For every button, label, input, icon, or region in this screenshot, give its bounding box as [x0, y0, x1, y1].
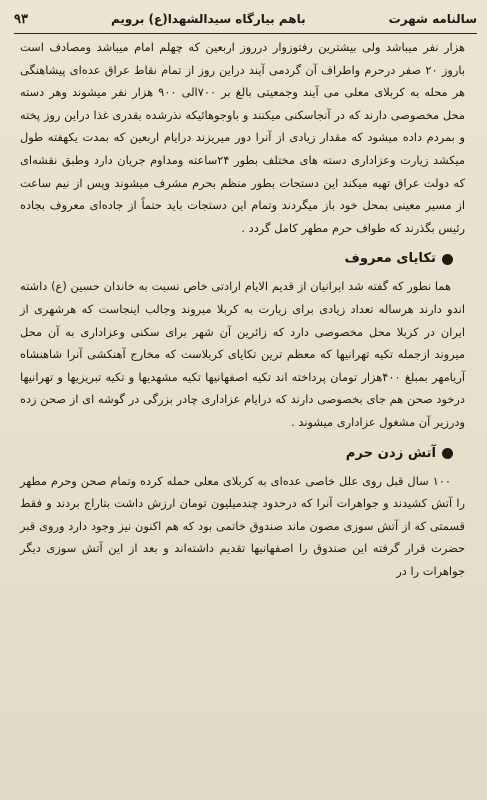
page-header: [14, 8, 477, 34]
section-heading-famous-takayas: [20, 245, 453, 273]
header-title: سالنامه شهرت: [388, 12, 477, 26]
section-heading-text: آتش زدن حرم: [345, 445, 436, 461]
paragraph-arbaeen: هزار نفر میباشد ولی بیشترین رفتوزوار درروز اربعین که چهلم امام میباشد ومصادف است باروز ۲۰ صفر درحرم واطراف آن گردمی آیند دراین روز از تمام نقاط عراق عده‌ای پیشاهنگی هر محله به کربلای معلی می آیند وجمعیتی بالغ بر ۷۰۰الی ۹۰۰ هزار نفر میشوند وهر دسته محل مخصوصی دارند که در آنجاسکنی میکنند و باوجوهائیکه نذرشده بقدری غذا دراین روز پخته و بمردم داده میشود که مقدار زیادی از آنرا دور میریزند درایام اربعین که بمدت یکهفته طول میکشد زیارت وعزاداری دسته های مختلف بطور ۲۴ساعته ومداوم جریان دارد وطبق نقشه‌ای که دولت عراق تهیه میکند این دستجات بطور منظم بحرم مشرف میشوند وپس از نیم ساعت از مسیر معینی بمحل خود باز میگردند وتمام این دستجات باید حتماً از جاده‌ای معروف بجاده رئیس بگذرند که طواف حرم مطهر کامل گردد .: [20, 40, 466, 235]
bullet-icon: [442, 254, 453, 265]
section-heading-shrine-fire: [20, 440, 453, 468]
paragraph-takayas: هما نطور که گفته شد ایرانیان از قدیم الایام ارادتی خاص نسبت به خاندان حسین (ع) داشته اندو دارند هرساله تعداد زیادی برای زیارت به کربلا میروند وجالب اینجاست که هرشهری از ایران در کربلا محل مخصوصی دارد که زائرین آن شهر برای سکنی وعزاداری به آن محل میروند ازجمله تکیه تهرانیها که معظم ترین تکایای کربلاست که مخارج آهنکشی آنرا شاهنشاه آریامهر بمبلغ ۴۰۰هزار تومان پرداخته اند تکیه اصفهانیها تکیه مشهدیها و تکیه تبریزیها و تهرانیها درخود صحن هم جای بخصوصی دارند که درایام عزاداری چادر بزرگی در گوشه ای از صحن زده ودرزیر آن مشغول عزاداری میشوند .: [20, 279, 465, 429]
bullet-icon: [442, 448, 453, 459]
header-subtitle: باهم بیارگاه سیدالشهدا(ع) برویم: [111, 12, 306, 26]
page-number: ۹۳: [14, 11, 28, 27]
paragraph-shrine-fire: ۱۰۰ سال قبل روی علل خاصی عده‌ای به کربلای معلی حمله کرده وتمام صحن وحرم مطهر را آتش کشیدند و جواهرات آنرا که درحدود چندمیلیون تومان ارزش داشت بتاراج بردند و فقط قسمتی که از آتش سوزی مصون ماند صندوق خاتمی بود که هم اکنون نیز وجود دارد وروی قبر حضرت قرار گرفته این صندوق را اصفهانیها تقدیم داشته‌اند و بعد از این آتش سوزی دیگر جواهرات را در: [20, 473, 465, 578]
section-heading-text: تکایای معروف: [344, 251, 436, 267]
page-body: [20, 36, 465, 800]
